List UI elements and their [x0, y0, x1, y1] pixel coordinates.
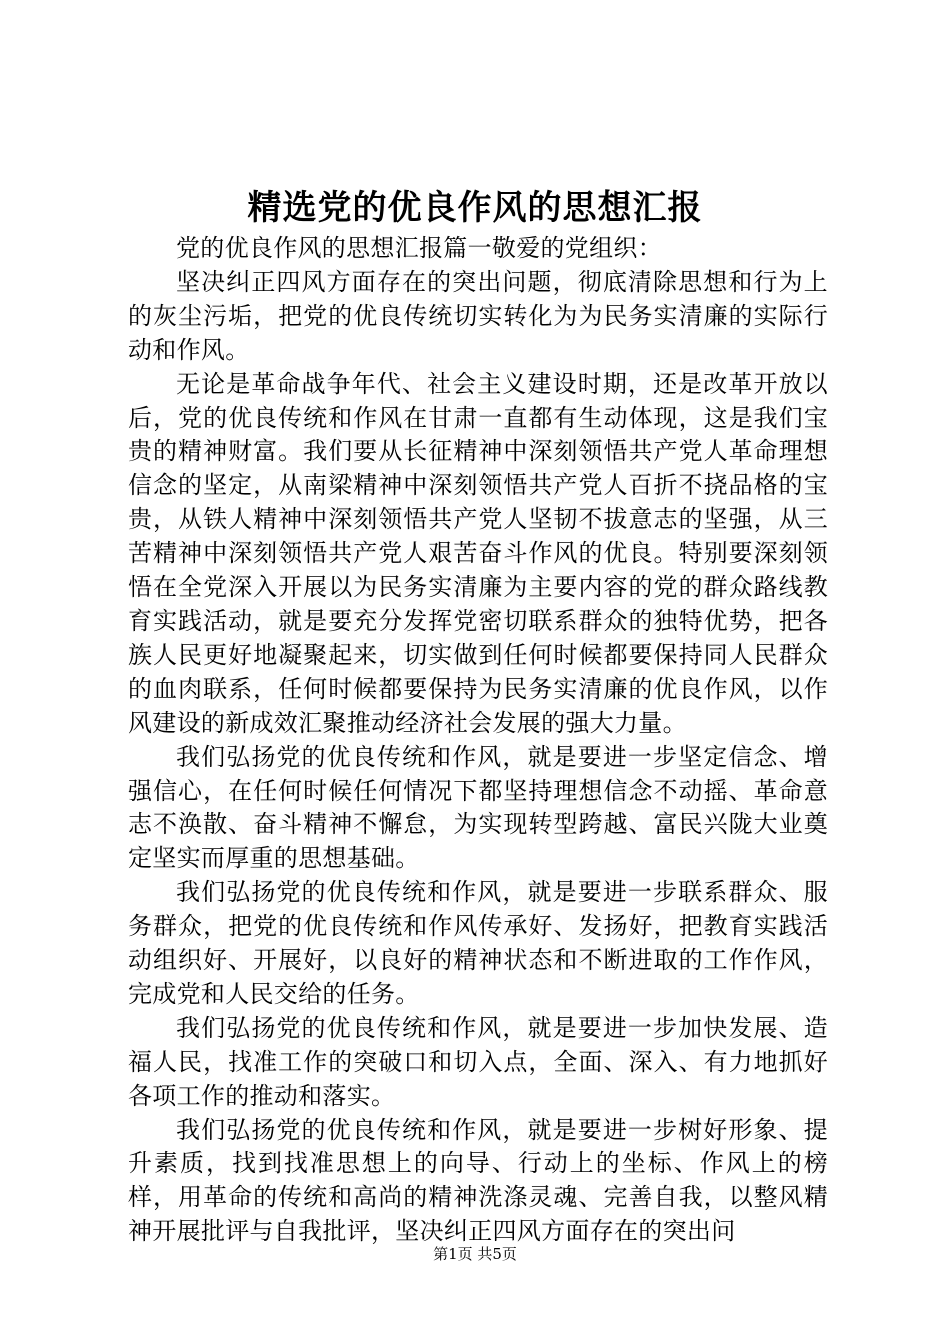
- paragraph: 无论是革命战争年代、社会主义建设时期，还是改革开放以后，党的优良传统和作风在甘肃一直都有生动体现，这是我们宝贵的精神财富。我们要从长征精神中深刻领悟共产党人革命理想信念的坚定，从南梁精神中深刻领悟共产党人百折不挠品格的宝贵，从铁人精神中深刻领悟共产党人坚韧不拔意志的坚强，从三苦精神中深刻领悟共产党人艰苦奋斗作风的优良。特别要深刻领悟在全党深入开展以为民务实清廉为主要内容的党的群众路线教育实践活动，就是要充分发挥党密切联系群众的独特优势，把各族人民更好地凝聚起来，切实做到任何时候都要保持同人民群众的血肉联系，任何时候都要保持为民务实清廉的优良作风，以作风建设的新成效汇聚推动经济社会发展的强大力量。: [128, 369, 828, 737]
- document-body: [128, 232, 828, 1249]
- page-number-footer: 第1页 共5页: [433, 1245, 517, 1263]
- paragraph: 我们弘扬党的优良传统和作风，就是要进一步加快发展、造福人民，找准工作的突破口和切入点，全面、深入、有力地抓好各项工作的推动和落实。: [128, 1013, 828, 1110]
- paragraph-greeting: 党的优良作风的思想汇报篇一敬爱的党组织：: [176, 234, 662, 262]
- paragraph: 坚决纠正四风方面存在的突出问题，彻底清除思想和行为上的灰尘污垢，把党的优良传统切实转化为为民务实清廉的实际行动和作风。: [128, 267, 828, 364]
- paragraph: 我们弘扬党的优良传统和作风，就是要进一步联系群众、服务群众，把党的优良传统和作风传承好、发扬好，把教育实践活动组织好、开展好，以良好的精神状态和不断进取的工作作风，完成党和人民交给的任务。: [128, 878, 828, 1008]
- paragraph: 我们弘扬党的优良传统和作风，就是要进一步坚定信念、增强信心，在任何时候任何情况下都坚持理想信念不动摇、革命意志不涣散、奋斗精神不懈怠，为实现转型跨越、富民兴陇大业奠定坚实而厚重的思想基础。: [128, 742, 828, 873]
- document-title: 精选党的优良作风的思想汇报: [247, 188, 703, 228]
- paragraph: 我们弘扬党的优良传统和作风，就是要进一步树好形象、提升素质，找到找准思想上的向导、行动上的坐标、作风上的榜样，用革命的传统和高尚的精神洗涤灵魂、完善自我，以整风精神开展批评与自我批评，坚决纠正四风方面存在的突出问: [128, 1115, 828, 1246]
